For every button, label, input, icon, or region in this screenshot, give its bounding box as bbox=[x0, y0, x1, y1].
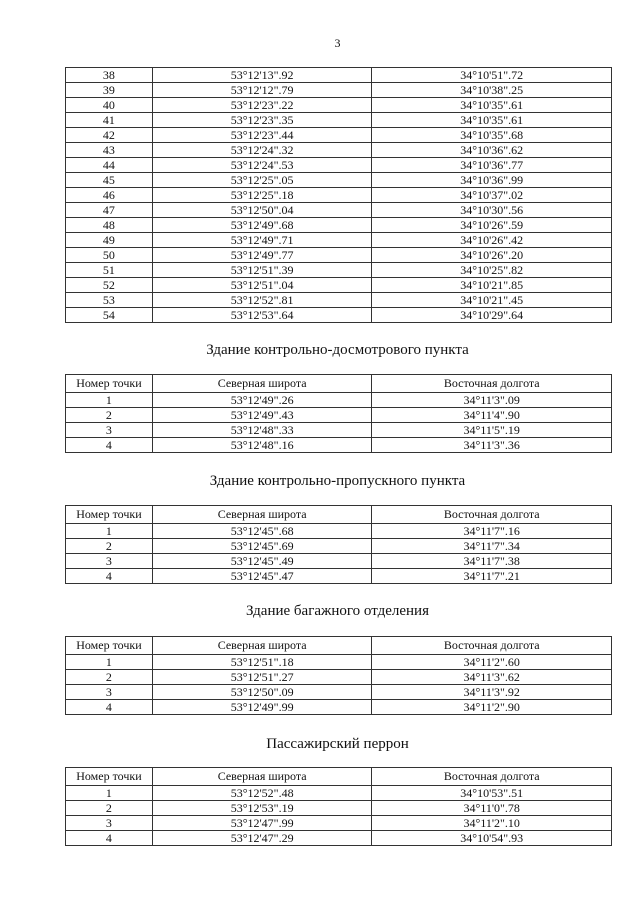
latitude-cell: 53°12'45".68 bbox=[152, 524, 372, 539]
latitude-cell: 53°12'13".92 bbox=[152, 68, 372, 83]
header-row bbox=[66, 637, 612, 655]
column-header: Восточная долгота bbox=[372, 768, 612, 786]
longitude-cell: 34°11'7".16 bbox=[372, 524, 612, 539]
table-row bbox=[66, 816, 612, 831]
table-row bbox=[66, 831, 612, 846]
latitude-cell: 53°12'53".19 bbox=[152, 801, 372, 816]
coordinates-table-continued bbox=[65, 67, 612, 323]
latitude-cell: 53°12'24".32 bbox=[152, 143, 372, 158]
latitude-cell: 53°12'51".18 bbox=[152, 655, 372, 670]
longitude-cell: 34°11'4".90 bbox=[372, 408, 612, 423]
table-row bbox=[66, 670, 612, 685]
header-row bbox=[66, 375, 612, 393]
table-row bbox=[66, 700, 612, 715]
longitude-cell: 34°11'3".92 bbox=[372, 685, 612, 700]
latitude-cell: 53°12'49".68 bbox=[152, 218, 372, 233]
column-header: Номер точки bbox=[66, 506, 153, 524]
header-row bbox=[66, 768, 612, 786]
table-row bbox=[66, 233, 612, 248]
latitude-cell: 53°12'45".47 bbox=[152, 569, 372, 584]
latitude-cell: 53°12'49".43 bbox=[152, 408, 372, 423]
longitude-cell: 34°11'0".78 bbox=[372, 801, 612, 816]
column-header: Номер точки bbox=[66, 375, 153, 393]
table-row bbox=[66, 408, 612, 423]
longitude-cell: 34°10'26".42 bbox=[372, 233, 612, 248]
point-number-cell: 2 bbox=[66, 539, 153, 554]
table-row bbox=[66, 158, 612, 173]
point-number-cell: 3 bbox=[66, 423, 153, 438]
longitude-cell: 34°11'2".10 bbox=[372, 816, 612, 831]
point-number-cell: 49 bbox=[66, 233, 153, 248]
page-number: 3 bbox=[334, 36, 341, 50]
point-number-cell: 1 bbox=[66, 655, 153, 670]
table-row bbox=[66, 655, 612, 670]
longitude-cell: 34°10'26".59 bbox=[372, 218, 612, 233]
table-row bbox=[66, 423, 612, 438]
table-row bbox=[66, 248, 612, 263]
latitude-cell: 53°12'50".04 bbox=[152, 203, 372, 218]
longitude-cell: 34°10'36".99 bbox=[372, 173, 612, 188]
point-number-cell: 42 bbox=[66, 128, 153, 143]
table-row bbox=[66, 539, 612, 554]
point-number-cell: 4 bbox=[66, 438, 153, 453]
point-number-cell: 41 bbox=[66, 113, 153, 128]
latitude-cell: 53°12'25".05 bbox=[152, 173, 372, 188]
longitude-cell: 34°10'53".51 bbox=[372, 786, 612, 801]
longitude-cell: 34°11'3".62 bbox=[372, 670, 612, 685]
table-row bbox=[66, 188, 612, 203]
latitude-cell: 53°12'47".99 bbox=[152, 816, 372, 831]
latitude-cell: 53°12'23".35 bbox=[152, 113, 372, 128]
longitude-cell: 34°11'7".38 bbox=[372, 554, 612, 569]
latitude-cell: 53°12'51".39 bbox=[152, 263, 372, 278]
table-row bbox=[66, 278, 612, 293]
section-title: Пассажирский перрон bbox=[266, 736, 409, 752]
latitude-cell: 53°12'45".49 bbox=[152, 554, 372, 569]
longitude-cell: 34°10'29".64 bbox=[372, 308, 612, 323]
header-row bbox=[66, 506, 612, 524]
point-number-cell: 40 bbox=[66, 98, 153, 113]
table-row bbox=[66, 98, 612, 113]
longitude-cell: 34°10'36".77 bbox=[372, 158, 612, 173]
latitude-cell: 53°12'49".77 bbox=[152, 248, 372, 263]
point-number-cell: 38 bbox=[66, 68, 153, 83]
column-header: Восточная долгота bbox=[372, 637, 612, 655]
latitude-cell: 53°12'47".29 bbox=[152, 831, 372, 846]
table-row bbox=[66, 293, 612, 308]
longitude-cell: 34°11'7".21 bbox=[372, 569, 612, 584]
table-row bbox=[66, 554, 612, 569]
table-row bbox=[66, 218, 612, 233]
section-title: Здание контрольно-пропускного пункта bbox=[209, 473, 466, 489]
point-number-cell: 3 bbox=[66, 554, 153, 569]
longitude-cell: 34°10'35".61 bbox=[372, 113, 612, 128]
table-row bbox=[66, 143, 612, 158]
table-row bbox=[66, 569, 612, 584]
longitude-cell: 34°11'7".34 bbox=[372, 539, 612, 554]
table-row bbox=[66, 68, 612, 83]
point-number-cell: 4 bbox=[66, 569, 153, 584]
longitude-cell: 34°10'25".82 bbox=[372, 263, 612, 278]
column-header: Номер точки bbox=[66, 637, 153, 655]
latitude-cell: 53°12'52".81 bbox=[152, 293, 372, 308]
latitude-cell: 53°12'23".22 bbox=[152, 98, 372, 113]
column-header: Северная широта bbox=[152, 768, 372, 786]
latitude-cell: 53°12'51".04 bbox=[152, 278, 372, 293]
table-row bbox=[66, 173, 612, 188]
section-table bbox=[65, 374, 612, 453]
column-header: Восточная долгота bbox=[372, 375, 612, 393]
table-row bbox=[66, 83, 612, 98]
point-number-cell: 48 bbox=[66, 218, 153, 233]
point-number-cell: 3 bbox=[66, 685, 153, 700]
point-number-cell: 51 bbox=[66, 263, 153, 278]
longitude-cell: 34°10'38".25 bbox=[372, 83, 612, 98]
latitude-cell: 53°12'53".64 bbox=[152, 308, 372, 323]
section-table bbox=[65, 636, 612, 715]
longitude-cell: 34°10'21".45 bbox=[372, 293, 612, 308]
table-row bbox=[66, 203, 612, 218]
longitude-cell: 34°11'2".60 bbox=[372, 655, 612, 670]
section-title: Здание контрольно-досмотрового пункта bbox=[206, 342, 469, 358]
point-number-cell: 46 bbox=[66, 188, 153, 203]
point-number-cell: 54 bbox=[66, 308, 153, 323]
latitude-cell: 53°12'49".71 bbox=[152, 233, 372, 248]
longitude-cell: 34°10'36".62 bbox=[372, 143, 612, 158]
latitude-cell: 53°12'48".33 bbox=[152, 423, 372, 438]
longitude-cell: 34°10'51".72 bbox=[372, 68, 612, 83]
point-number-cell: 2 bbox=[66, 408, 153, 423]
longitude-cell: 34°10'35".68 bbox=[372, 128, 612, 143]
table-row bbox=[66, 438, 612, 453]
point-number-cell: 1 bbox=[66, 524, 153, 539]
table-row bbox=[66, 393, 612, 408]
section-table bbox=[65, 505, 612, 584]
latitude-cell: 53°12'25".18 bbox=[152, 188, 372, 203]
latitude-cell: 53°12'45".69 bbox=[152, 539, 372, 554]
longitude-cell: 34°10'37".02 bbox=[372, 188, 612, 203]
point-number-cell: 2 bbox=[66, 670, 153, 685]
latitude-cell: 53°12'51".27 bbox=[152, 670, 372, 685]
latitude-cell: 53°12'49".26 bbox=[152, 393, 372, 408]
point-number-cell: 1 bbox=[66, 393, 153, 408]
point-number-cell: 4 bbox=[66, 700, 153, 715]
point-number-cell: 52 bbox=[66, 278, 153, 293]
point-number-cell: 4 bbox=[66, 831, 153, 846]
point-number-cell: 3 bbox=[66, 816, 153, 831]
longitude-cell: 34°10'30".56 bbox=[372, 203, 612, 218]
point-number-cell: 50 bbox=[66, 248, 153, 263]
table-row bbox=[66, 786, 612, 801]
section-table bbox=[65, 767, 612, 846]
longitude-cell: 34°11'2".90 bbox=[372, 700, 612, 715]
longitude-cell: 34°10'26".20 bbox=[372, 248, 612, 263]
column-header: Северная широта bbox=[152, 506, 372, 524]
point-number-cell: 2 bbox=[66, 801, 153, 816]
section-title: Здание багажного отделения bbox=[246, 603, 429, 619]
point-number-cell: 53 bbox=[66, 293, 153, 308]
point-number-cell: 44 bbox=[66, 158, 153, 173]
table-row bbox=[66, 801, 612, 816]
longitude-cell: 34°10'54".93 bbox=[372, 831, 612, 846]
table-row bbox=[66, 113, 612, 128]
column-header: Северная широта bbox=[152, 637, 372, 655]
longitude-cell: 34°11'3".36 bbox=[372, 438, 612, 453]
longitude-cell: 34°11'3".09 bbox=[372, 393, 612, 408]
table-row bbox=[66, 263, 612, 278]
latitude-cell: 53°12'48".16 bbox=[152, 438, 372, 453]
table-row bbox=[66, 524, 612, 539]
latitude-cell: 53°12'50".09 bbox=[152, 685, 372, 700]
point-number-cell: 45 bbox=[66, 173, 153, 188]
column-header: Восточная долгота bbox=[372, 506, 612, 524]
latitude-cell: 53°12'49".99 bbox=[152, 700, 372, 715]
table-row bbox=[66, 128, 612, 143]
point-number-cell: 39 bbox=[66, 83, 153, 98]
latitude-cell: 53°12'12".79 bbox=[152, 83, 372, 98]
column-header: Номер точки bbox=[66, 768, 153, 786]
point-number-cell: 47 bbox=[66, 203, 153, 218]
table-row bbox=[66, 308, 612, 323]
point-number-cell: 43 bbox=[66, 143, 153, 158]
table-row bbox=[66, 685, 612, 700]
latitude-cell: 53°12'52".48 bbox=[152, 786, 372, 801]
longitude-cell: 34°10'21".85 bbox=[372, 278, 612, 293]
latitude-cell: 53°12'24".53 bbox=[152, 158, 372, 173]
point-number-cell: 1 bbox=[66, 786, 153, 801]
longitude-cell: 34°10'35".61 bbox=[372, 98, 612, 113]
latitude-cell: 53°12'23".44 bbox=[152, 128, 372, 143]
column-header: Северная широта bbox=[152, 375, 372, 393]
longitude-cell: 34°11'5".19 bbox=[372, 423, 612, 438]
